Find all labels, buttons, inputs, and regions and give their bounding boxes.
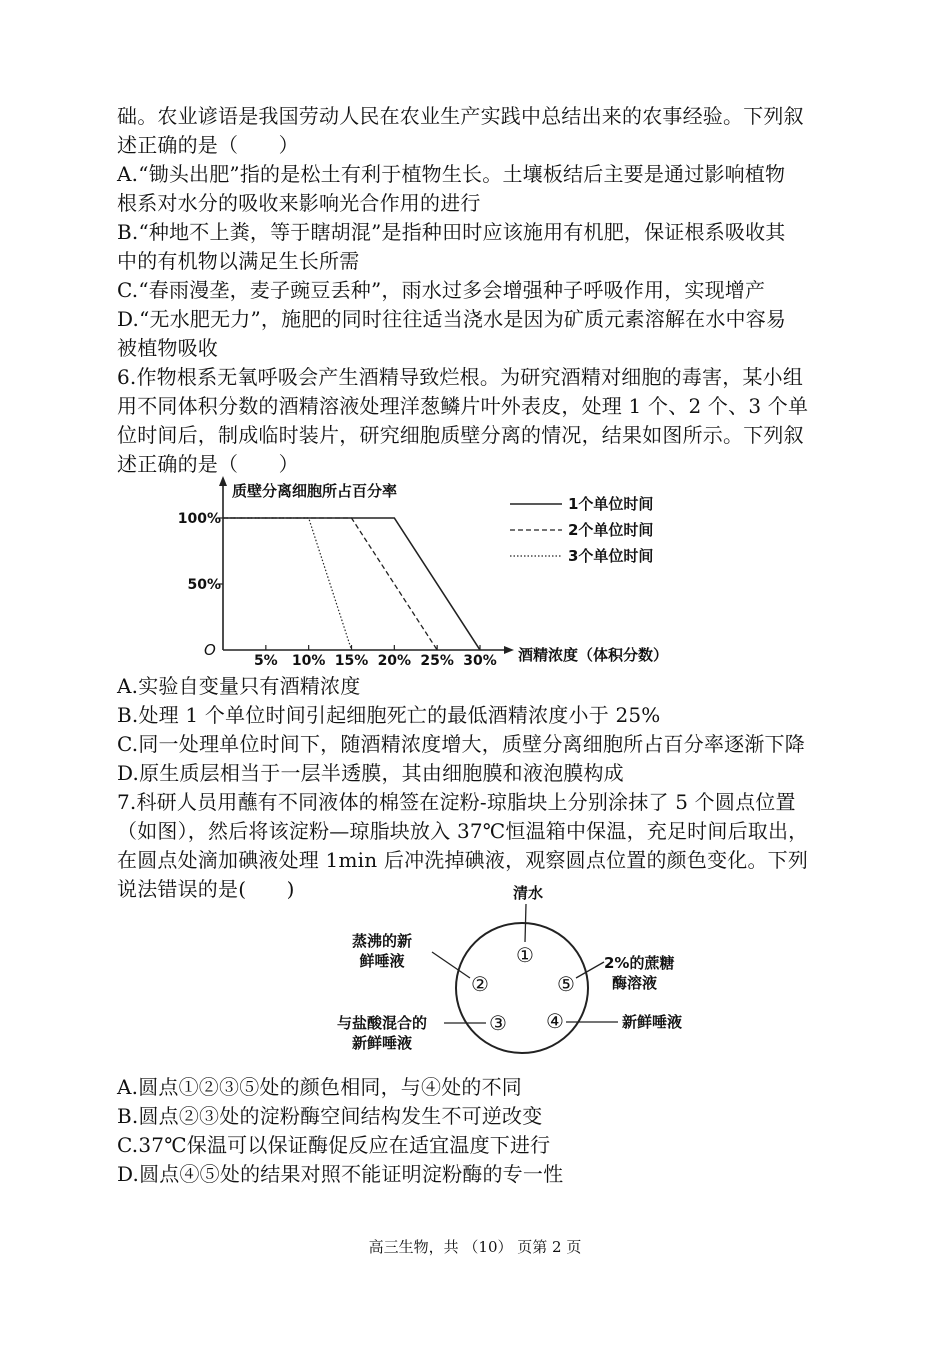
option-b-line: B.圆点②③处的淀粉酶空间结构发生不可逆改变 [117, 1104, 543, 1128]
dot-1-marker: ① [516, 943, 534, 967]
option-d-line: D.“无水肥无力”，施肥的同时往往适当浇水是因为矿质元素溶解在水中容易 [117, 307, 787, 331]
dot-4-label: 新鲜唾液 [622, 1013, 683, 1031]
option-d-line: D.原生质层相当于一层半透膜，其由细胞膜和液泡膜构成 [117, 761, 624, 785]
option-a-line: A.圆点①②③⑤处的颜色相同，与④处的不同 [117, 1075, 523, 1099]
starch-agar-diagram [320, 880, 720, 1066]
dot-1-label: 清水 [512, 884, 544, 902]
text-line: 础。农业谚语是我国劳动人民在农业生产实践中总结出来的农事经验。下列叙 [117, 104, 804, 128]
dot-3-label-line2: 新鲜唾液 [351, 1034, 413, 1052]
question-6-line: 6.作物根系无氧呼吸会产生酒精导致烂根。为研究酒精对细胞的毒害，某小组 [117, 365, 804, 389]
chart-title: 质壁分离细胞所占百分率 [232, 482, 398, 500]
legend-label-2: 2个单位时间 [568, 521, 654, 539]
text-line: 根系对水分的吸收来影响光合作用的进行 [117, 191, 481, 215]
dot-2-label-line1: 蒸沸的新 [351, 932, 413, 950]
text-line: 被植物吸收 [117, 336, 218, 360]
series-lines [223, 518, 480, 650]
y-tick-label: 50% [187, 577, 221, 593]
text-line: 中的有机物以满足生长所需 [117, 249, 360, 273]
option-c-line: C.同一处理单位时间下，随酒精浓度增大，质壁分离细胞所占百分率逐渐下降 [117, 732, 805, 756]
origin-label: O [204, 641, 216, 659]
x-tick-label: 10% [291, 653, 326, 669]
x-tick-label: 25% [420, 653, 454, 669]
dot-2-label-line2: 鲜唾液 [359, 952, 405, 970]
dot-5-label-line1: 2%的蔗糖 [604, 954, 675, 972]
text-line: 在圆点处滴加碘液处理 1min 后冲洗掉碘液，观察圆点位置的颜色变化。下列 [117, 848, 809, 872]
y-tick-label: 100% [177, 511, 221, 527]
x-axis-arrow [504, 646, 514, 654]
x-tick-label: 15% [334, 653, 369, 669]
dot-5-pointer [576, 962, 604, 978]
text-line: 说法错误的是( ) [117, 877, 295, 901]
option-a-line: A.“锄头出肥”指的是松土有利于植物生长。土壤板结后主要是通过影响植物 [117, 162, 786, 186]
legend [510, 495, 653, 565]
text-line: 位时间后，制成临时装片，研究细胞质壁分离的情况，结果如图所示。下列叙 [117, 423, 804, 447]
question-7-line: 7.科研人员用蘸有不同液体的棉签在淀粉-琼脂块上分别涂抹了 5 个圆点位置 [117, 790, 796, 814]
page-footer: 高三生物，共 （10） 页第 2 页 [368, 1238, 582, 1256]
x-tick-label: 30% [463, 653, 497, 669]
dot-5-marker: ⑤ [557, 972, 575, 996]
x-tick-label: 20% [377, 653, 412, 669]
option-d-line: D.圆点④⑤处的结果对照不能证明淀粉酶的专一性 [117, 1162, 564, 1186]
option-c-line: C.“春雨漫垄，麦子豌豆丢种”，雨水过多会增强种子呼吸作用，实现增产 [117, 278, 766, 302]
dot-2-marker: ② [471, 972, 489, 996]
text-line: 用不同体积分数的酒精溶液处理洋葱鳞片叶外表皮，处理 1 个、2 个、3 个单 [117, 394, 809, 418]
legend-label-1: 1个单位时间 [568, 495, 654, 513]
option-b-line: B.处理 1 个单位时间引起细胞死亡的最低酒精浓度小于 25% [117, 703, 661, 727]
x-axis-label: 酒精浓度（体积分数） [518, 646, 669, 664]
series-line-1 [223, 518, 480, 650]
option-b-line: B.“种地不上粪，等于瞎胡混”是指种田时应该施用有机肥，保证根系吸收其 [117, 220, 786, 244]
dot-4-marker: ④ [546, 1009, 564, 1033]
y-ticks [178, 511, 223, 593]
text-line: 述正确的是（ ） [117, 452, 299, 476]
dot-3-label-line1: 与盐酸混合的 [336, 1014, 428, 1032]
dot-5-label-line2: 酶溶液 [612, 974, 658, 992]
text-line: 述正确的是（ ） [117, 133, 299, 157]
legend-label-3: 3个单位时间 [568, 547, 654, 565]
series-line-3 [223, 518, 352, 650]
option-a-line: A.实验自变量只有酒精浓度 [117, 674, 361, 698]
x-ticks [254, 645, 497, 669]
x-tick-label: 5% [253, 653, 278, 669]
dot-1-pointer [525, 904, 526, 942]
y-axis-arrow [219, 476, 227, 486]
line-chart [170, 474, 710, 670]
option-c-line: C.37℃保温可以保证酶促反应在适宜温度下进行 [117, 1133, 551, 1157]
dot-3-marker: ③ [489, 1011, 507, 1035]
text-line: （如图），然后将该淀粉—琼脂块放入 37℃恒温箱中保温，充足时间后取出， [117, 819, 809, 843]
